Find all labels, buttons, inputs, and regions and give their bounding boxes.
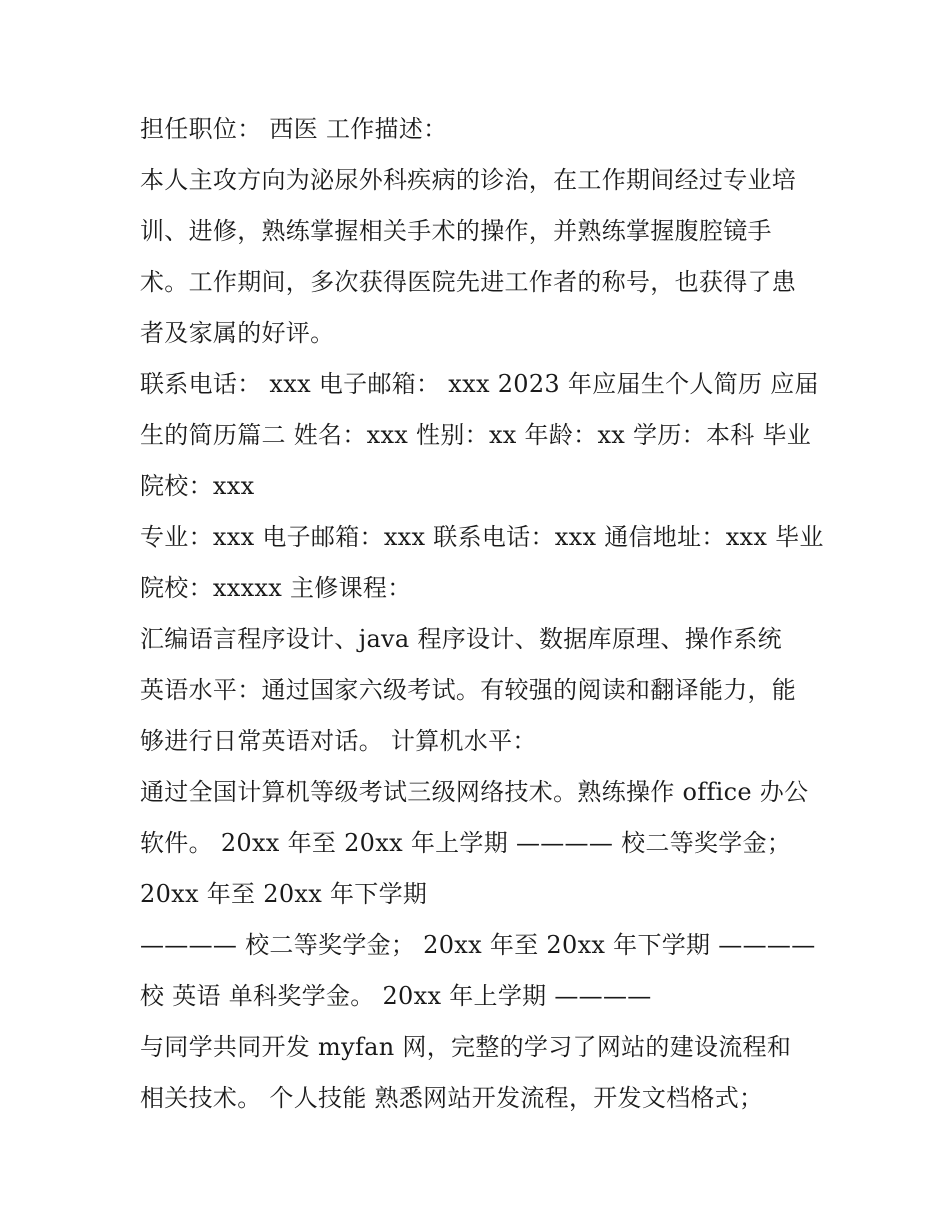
text-line: ———— 校二等奖学金； 20xx 年至 20xx 年下学期 ———— <box>140 931 816 959</box>
text-line: 够进行日常英语对话。 计算机水平： <box>140 727 537 755</box>
text-line: 担任职位： 西医 工作描述： <box>140 115 448 143</box>
text-line: 院校：xxxxx 主修课程： <box>140 574 412 602</box>
text-line: 术。工作期间，多次获得医院先进工作者的称号，也获得了患 <box>140 268 797 296</box>
document-body <box>140 104 830 1124</box>
text-line: 汇编语言程序设计、java 程序设计、数据库原理、操作系统 <box>140 625 782 653</box>
text-line: 相关技术。 个人技能 熟悉网站开发流程，开发文档格式； <box>140 1084 764 1112</box>
text-line: 生的简历篇二 姓名：xxx 性别：xx 年龄：xx 学历：本科 毕业 <box>140 421 812 449</box>
text-line: 英语水平：通过国家六级考试。有较强的阅读和翻译能力，能 <box>140 676 797 704</box>
text-line: 院校：xxx <box>140 472 255 500</box>
text-line: 校 英语 单科奖学金。 20xx 年上学期 ———— <box>140 982 652 1010</box>
text-line: 专业：xxx 电子邮箱：xxx 联系电话：xxx 通信地址：xxx 毕业 <box>140 523 824 551</box>
text-line: 通过全国计算机等级考试三级网络技术。熟练操作 office 办公 <box>140 778 809 806</box>
text-line: 与同学共同开发 myfan 网，完整的学习了网站的建设流程和 <box>140 1033 792 1061</box>
text-line: 联系电话： xxx 电子邮箱： xxx 2023 年应届生个人简历 应届 <box>140 370 819 398</box>
text-line: 本人主攻方向为泌尿外科疾病的诊治，在工作期间经过专业培 <box>140 166 797 194</box>
text-line: 软件。 20xx 年至 20xx 年上学期 ———— 校二等奖学金； <box>140 829 792 857</box>
text-line: 者及家属的好评。 <box>140 319 335 347</box>
text-line: 20xx 年至 20xx 年下学期 <box>140 880 428 908</box>
text-line: 训、进修，熟练掌握相关手术的操作，并熟练掌握腹腔镜手 <box>140 217 772 245</box>
